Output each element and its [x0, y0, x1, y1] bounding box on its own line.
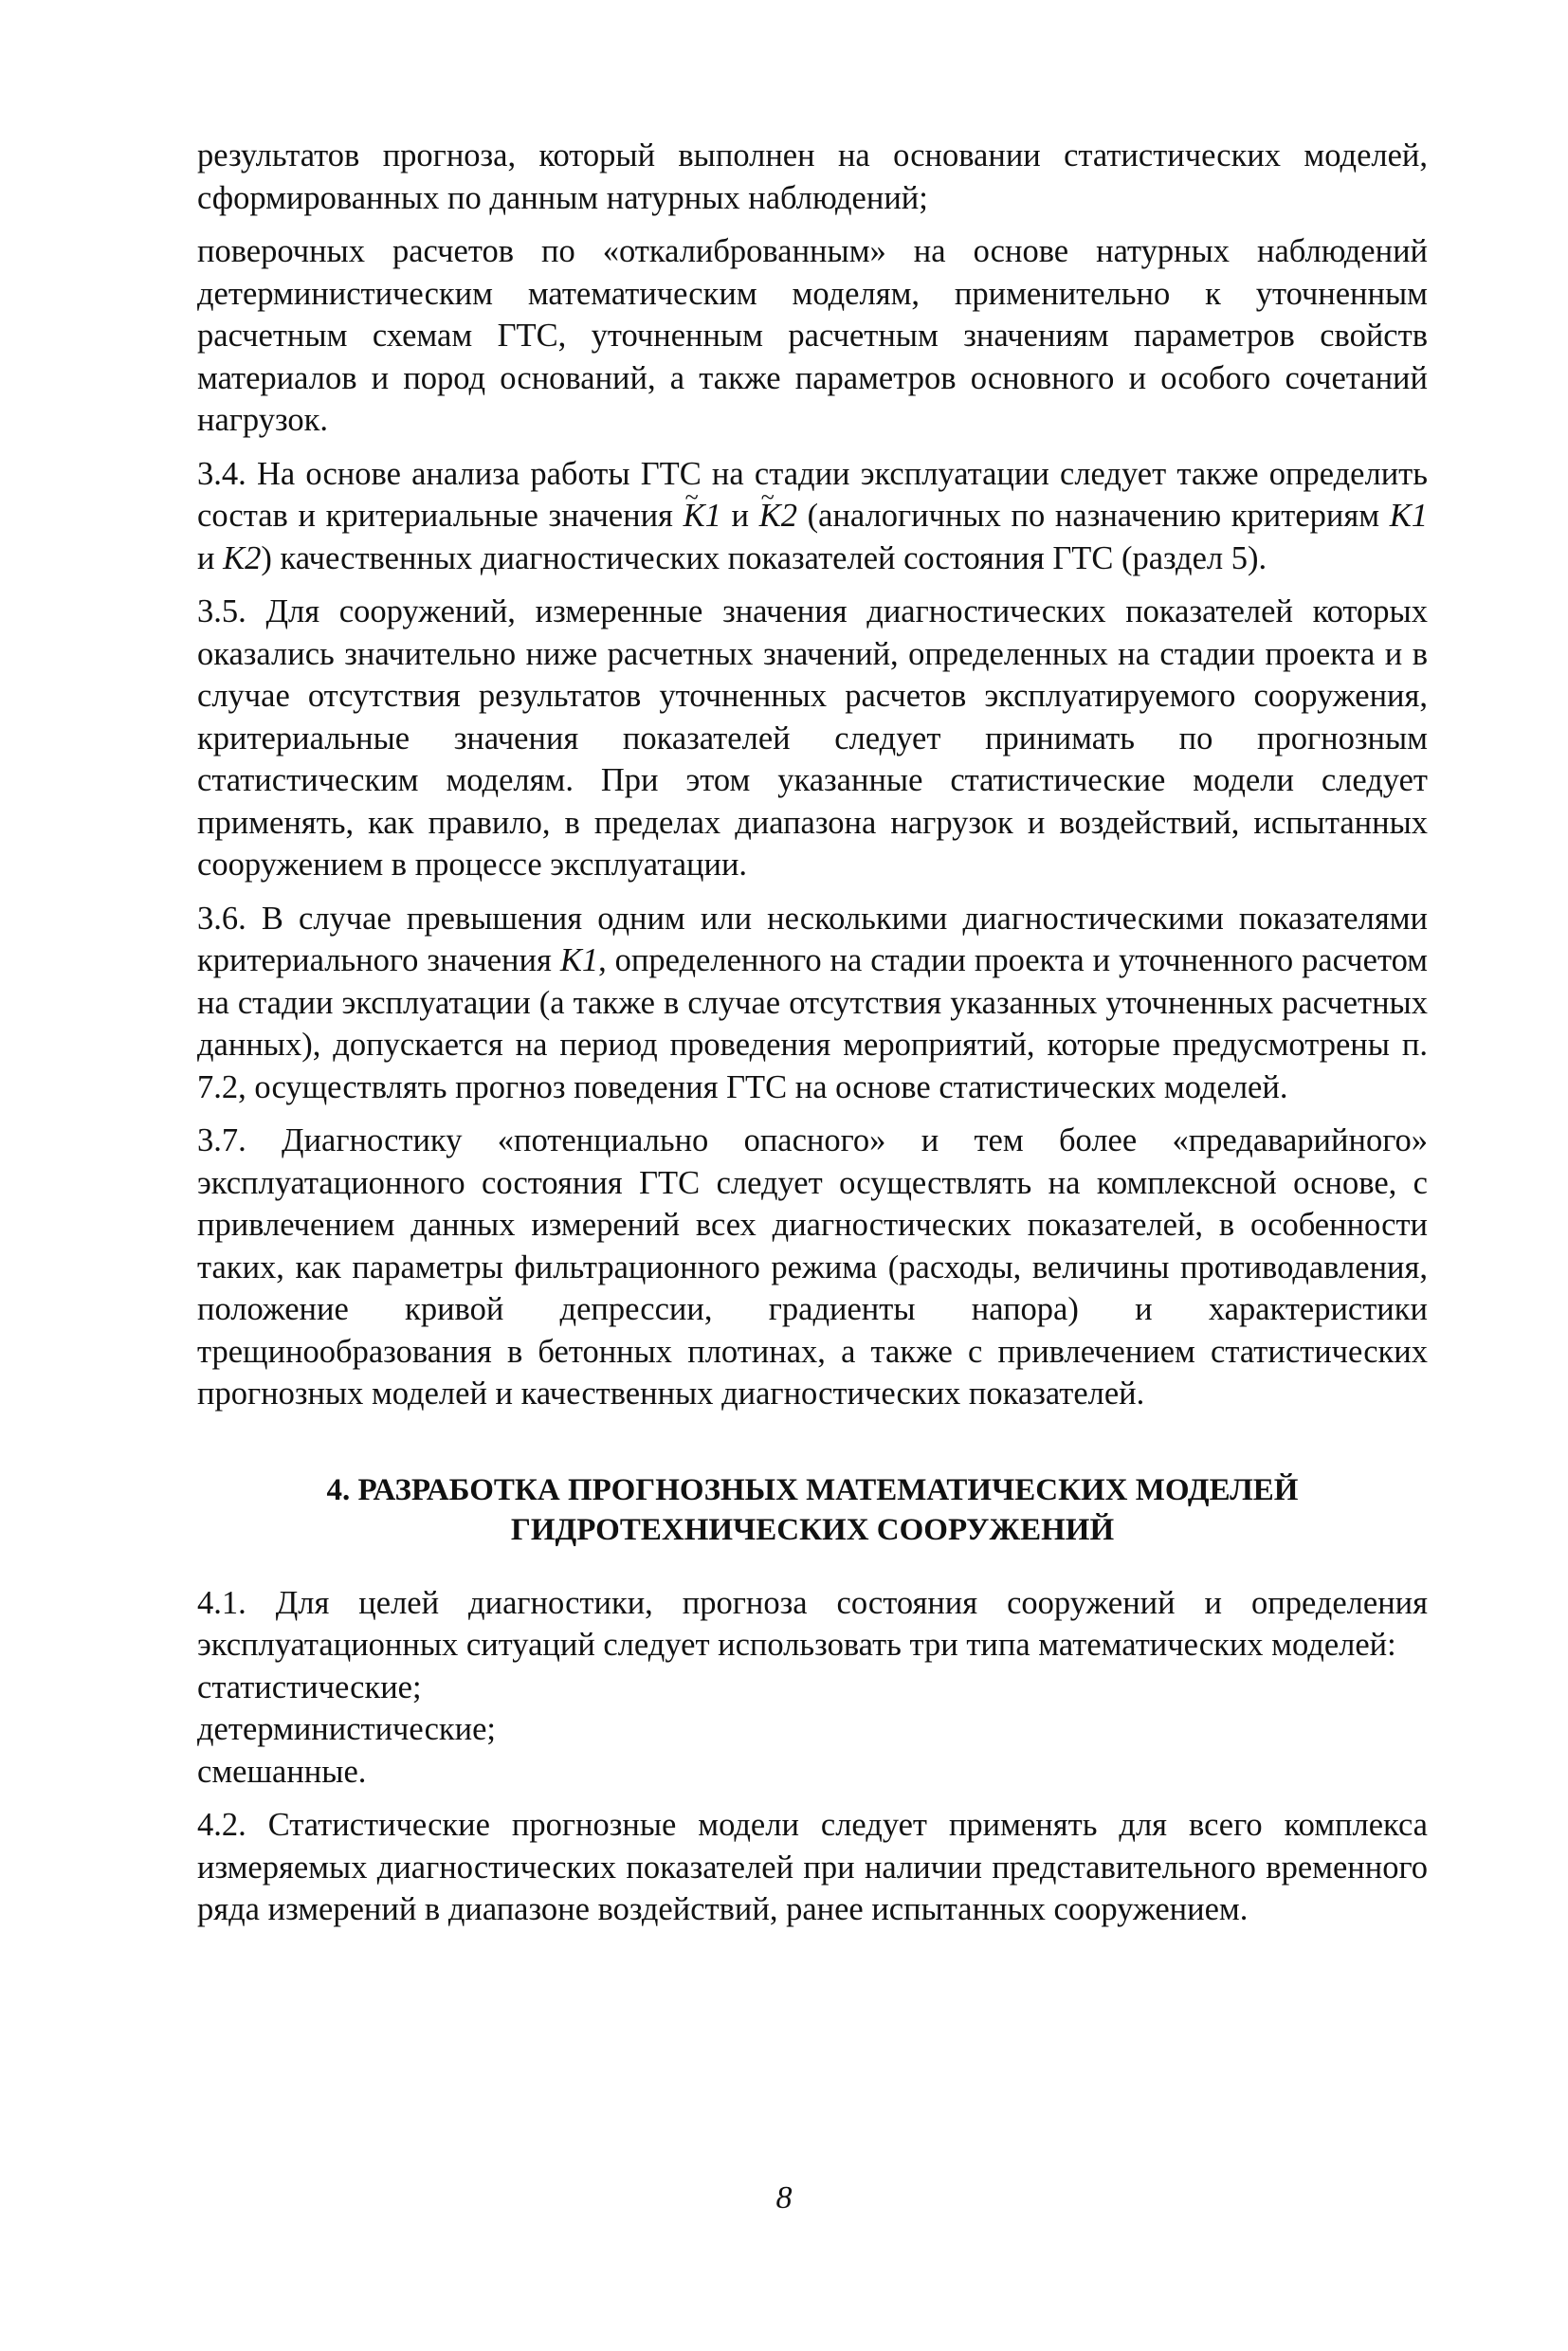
section-4-heading	[197, 1470, 1428, 1550]
paragraph-3-4-text-c: (аналогичных по назначению критериям	[796, 498, 1390, 534]
criterion-k1-tilde: ~ K1	[684, 498, 721, 534]
paragraph-forecast-results: результатов прогноза, который выполнен на основании статистических моделей, сформированных по данным натурных наблюдений;	[197, 137, 1428, 216]
paragraph-4-2: 4.2. Статистические прогнозные модели следует применять для всего комплекса измеряемых диагностических показателей при наличии представительного временного ряда измерений в диапазоне воздействий, ранее испытанных сооружением.	[197, 1807, 1428, 1927]
paragraph-4-1: 4.1. Для целей диагностики, прогноза состояния сооружений и определения эксплуатационных ситуаций следует использовать три типа математических моделей:	[197, 1584, 1428, 1663]
model-types-list	[197, 1667, 1428, 1794]
paragraph-3-4-text-b: и	[720, 498, 759, 534]
criterion-k2-tilde: ~ K2	[759, 498, 797, 534]
page-number: 8	[775, 2180, 793, 2215]
paragraph-3-6-text-a: 3.6. В случае превышения одним или несколькими диагностическими показателями критериального значения	[197, 900, 1428, 978]
section-4-heading-line2: ГИДРОТЕХНИЧЕСКИХ СООРУЖЕНИЙ	[510, 1512, 1115, 1547]
paragraph-3-4	[197, 453, 1428, 580]
paragraph-3-7: 3.7. Диагностику «потенциально опасного» и тем более «предаварийного» эксплуатационного состояния ГТС следует осуществлять на комплексной основе, с привлечением данных измерений всех диагностических показателей, в особенности таких, как параметры фильтрационного режима (расходы, величины противодавления, положение кривой депрессии, градиенты напора) и характеристики трещинообразования в бетонных плотинах, а также с привлечением статистических прогнозных моделей и качественных диагностических показателей.	[197, 1122, 1428, 1412]
criterion-k1-ref: K1	[559, 942, 599, 978]
list-item: детерминистические;	[197, 1711, 497, 1747]
section-4-heading-line1: 4. РАЗРАБОТКА ПРОГНОЗНЫХ МАТЕМАТИЧЕСКИХ МОДЕЛЕЙ	[326, 1472, 1299, 1507]
paragraph-3-6-text-b: , определенного на стадии проекта и уточненного расчетом на стадии эксплуатации (а также в случае отсутствия указанных уточненных расчетных данных), допускается на период проведения мероприятий, которые предусмотрены п. 7.2, осуществлять прогноз поведения ГТС на основе статистических моделей.	[197, 942, 1428, 1105]
criterion-k2: K2	[223, 539, 262, 576]
list-item: смешанные.	[197, 1753, 367, 1790]
paragraph-3-4-text-e: ) качественных диагностических показателей состояния ГТС (раздел 5).	[261, 539, 1267, 576]
body-text	[197, 135, 1428, 1931]
paragraph-3-4-text-a: 3.4. На основе анализа работы ГТС на стадии эксплуатации следует также определить состав и критериальные значения	[197, 455, 1428, 534]
list-item: статистические;	[197, 1668, 422, 1705]
paragraph-3-6	[197, 898, 1428, 1109]
paragraph-3-5: 3.5. Для сооружений, измеренные значения диагностических показателей которых оказались значительно ниже расчетных значений, определенных на стадии проекта и в случае отсутствия результатов уточненных расчетов эксплуатируемого сооружения, критериальные значения показателей следует принимать по прогнозным статистическим моделям. При этом указанные статистические модели следует применять, как правило, в пределах диапазона нагрузок и воздействий, испытанных сооружением в процессе эксплуатации.	[197, 593, 1428, 883]
paragraph-3-4-text-d: и	[197, 539, 224, 576]
paragraph-verification-calculations: поверочных расчетов по «откалиброванным» на основе натурных наблюдений детерминистическим математическим моделям, применительно к уточненным расчетным схемам ГТС, уточненным расчетным значениям параметров свойств материалов и пород оснований, а также параметров основного и особого сочетаний нагрузок.	[197, 233, 1428, 438]
criterion-k1: K1	[1389, 498, 1428, 534]
